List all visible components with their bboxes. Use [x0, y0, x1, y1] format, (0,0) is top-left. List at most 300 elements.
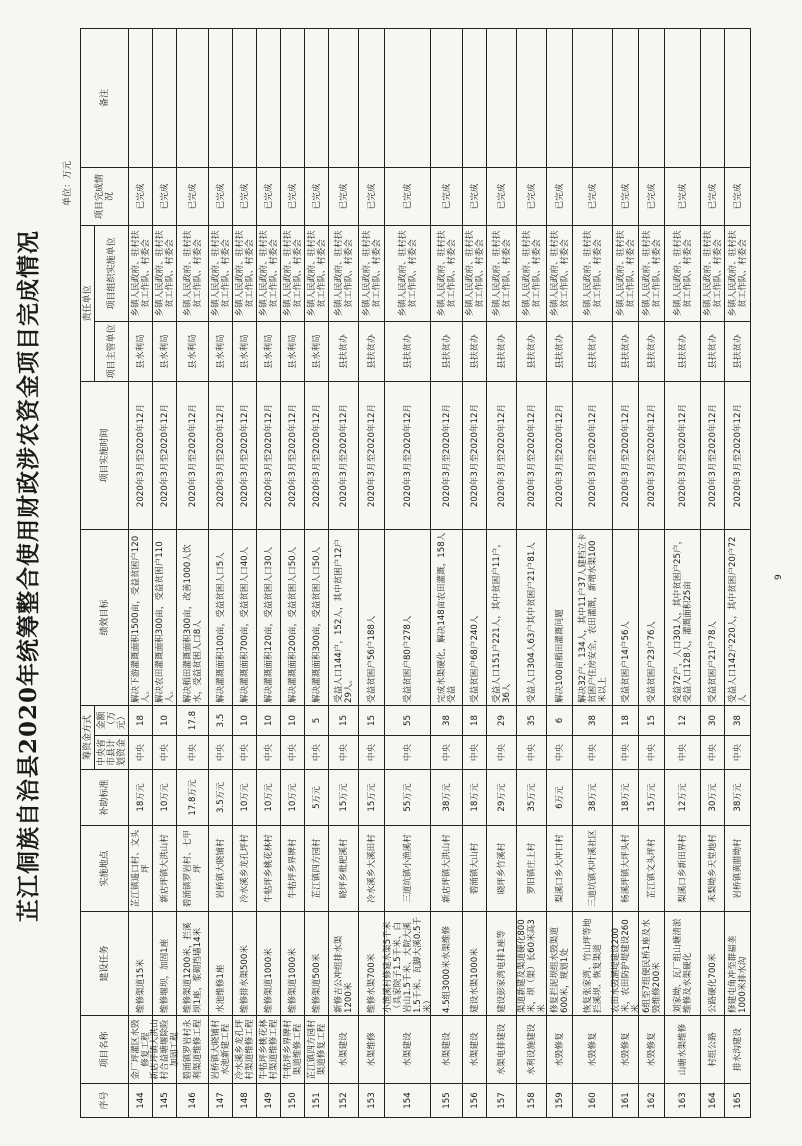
table-row — [150, 28, 180, 1118]
cell-amount: 55 — [385, 706, 431, 736]
cell-source: 中央 — [639, 736, 665, 770]
cell-goal: 受益人口144户，152人，其中贫困户12户29人。 — [329, 530, 359, 706]
cell-seq: 165 — [725, 1084, 751, 1118]
cell-org: 乡镇人民政府、驻村扶贫工作队、村委会 — [665, 226, 701, 322]
cell-org: 乡镇人民政府、驻村扶贫工作队、村委会 — [329, 226, 359, 322]
cell-period: 2020年3月至2020年12月 — [613, 382, 639, 530]
cell-location: 芷江镇四方园村 — [305, 826, 329, 912]
cell-amount: 6 — [547, 706, 573, 736]
cell-status: 已完成 — [129, 168, 153, 226]
cell-goal: 解决下游灌溉面积1500亩，受益贫困户120人。 — [129, 530, 153, 706]
cell-content: 水池维修1座 — [209, 912, 233, 1016]
table-row — [304, 28, 329, 1118]
cell-location: 冷水溪乡大溪田村 — [359, 826, 385, 912]
cell-location: 岩桥镇黄腊坳村 — [725, 826, 751, 912]
header-fund-source: 中央省市县计划资金 — [95, 736, 129, 770]
cell-standard: 38万元 — [431, 770, 463, 826]
cell-standard: 10万元 — [233, 770, 257, 826]
cell-dept: 县扶贫办 — [725, 322, 751, 382]
cell-dept: 县水利局 — [177, 322, 209, 382]
cell-status: 已完成 — [385, 168, 431, 226]
cell-name: 水渠建设 — [385, 1016, 431, 1084]
cell-name: 村组公路 — [701, 1016, 725, 1084]
table-header — [80, 28, 129, 1118]
cell-period: 2020年3月至2020年12月 — [129, 382, 153, 530]
cell-goal: 受益贫困户80户278人 — [385, 530, 431, 706]
cell-amount: 38 — [725, 706, 751, 736]
cell-dept: 县水利局 — [281, 322, 305, 382]
table-row — [724, 28, 751, 1118]
table-row — [486, 28, 517, 1118]
cell-source: 中央 — [329, 736, 359, 770]
cell-remark — [639, 28, 665, 168]
cell-source: 中央 — [385, 736, 431, 770]
cell-dept: 县水利局 — [305, 322, 329, 382]
cell-standard: 38万元 — [725, 770, 751, 826]
cell-amount: 10 — [233, 706, 257, 736]
header-resp-group — [81, 226, 129, 382]
cell-goal: 受益人口304人63户其中贫困户21户81人 — [517, 530, 547, 706]
project-table — [80, 28, 760, 1118]
cell-dept: 县扶贫办 — [701, 322, 725, 382]
cell-location: 冷水溪乡龙孔坪村 — [233, 826, 257, 912]
cell-seq: 148 — [233, 1084, 257, 1118]
cell-period: 2020年3月至2020年12月 — [209, 382, 233, 530]
cell-content: 小渔溪村修建水渠5千米（具家院子1.5千米、白岩山1.5千米、大院大溪1.5千米、瓦脚大溪0.5千米） — [385, 912, 431, 1016]
header-standard: 补助标准 — [81, 770, 129, 826]
cell-goal: 解决灌溉面积300亩，受益贫困人口50人 — [305, 530, 329, 706]
unit-label: 单位：万元 — [63, 160, 73, 206]
table-bottom-border — [750, 28, 751, 1118]
cell-dept: 县水利局 — [129, 322, 153, 382]
cell-source: 中央 — [281, 736, 305, 770]
cell-remark — [209, 28, 233, 168]
header-fund-group — [81, 706, 129, 770]
cell-period: 2020年3月至2020年12月 — [517, 382, 547, 530]
cell-name: 新店坪镇大洪山村合益塘堰除险加固工程 — [153, 1016, 177, 1084]
cell-period: 2020年3月至2020年12月 — [431, 382, 463, 530]
cell-dept: 县扶贫办 — [463, 322, 487, 382]
cell-content: 修建屯角冲至群福垄1000米排水沟 — [725, 912, 751, 1016]
cell-remark — [463, 28, 487, 168]
cell-source: 中央 — [547, 736, 573, 770]
cell-goal: 解决稻田灌溉面积300亩，改善1000人饮水，受益贫困人口8人 — [177, 530, 209, 706]
cell-period: 2020年3月至2020年12月 — [487, 382, 517, 530]
cell-dept: 县水利局 — [209, 322, 233, 382]
cell-remark — [153, 28, 177, 168]
cell-org: 乡镇人民政府、驻村扶贫工作队、村委会 — [701, 226, 725, 322]
cell-status: 已完成 — [639, 168, 665, 226]
table-row — [638, 28, 665, 1118]
cell-source: 中央 — [153, 736, 177, 770]
cell-dept: 县扶贫办 — [573, 322, 613, 382]
cell-remark — [517, 28, 547, 168]
cell-name: 排水沟建设 — [725, 1016, 751, 1084]
cell-content: 刘家坳、瓦厂组山塘清淤维修及水渠硬化 — [665, 912, 701, 1016]
header-seq: 序号 — [81, 1084, 129, 1118]
cell-status: 已完成 — [431, 168, 463, 226]
cell-name: 山塘水渠维修 — [665, 1016, 701, 1084]
cell-name: 水渠建设 — [431, 1016, 463, 1084]
table-row — [256, 28, 281, 1118]
cell-standard: 10万元 — [281, 770, 305, 826]
cell-amount: 18 — [613, 706, 639, 736]
header-fund-group-title: 筹资金方式 — [81, 706, 95, 770]
cell-org: 乡镇人民政府、驻村扶贫工作队、村委会 — [281, 226, 305, 322]
cell-standard: 5万元 — [305, 770, 329, 826]
cell-name: 牛牯坪乡界牌村渠道维修工程 — [281, 1016, 305, 1084]
cell-standard: 55万元 — [385, 770, 431, 826]
cell-goal: 受益贫困户23户76人 — [639, 530, 665, 706]
cell-remark — [725, 28, 751, 168]
cell-remark — [701, 28, 725, 168]
cell-period: 2020年3月至2020年12月 — [547, 382, 573, 530]
table-row — [176, 28, 209, 1118]
cell-status: 已完成 — [359, 168, 385, 226]
cell-status: 已完成 — [613, 168, 639, 226]
cell-remark — [487, 28, 517, 168]
cell-org: 乡镇人民政府、驻村扶贫工作队、村委会 — [573, 226, 613, 322]
cell-content: 农田水毁涵堤建设200米，农田防护堤建设260米 — [613, 912, 639, 1016]
cell-dept: 县扶贫办 — [359, 322, 385, 382]
cell-name: 水渠电排建设 — [487, 1016, 517, 1084]
cell-amount: 18 — [129, 706, 153, 736]
cell-seq: 158 — [517, 1084, 547, 1118]
cell-period: 2020年3月至2020年12月 — [701, 382, 725, 530]
cell-source: 中央 — [725, 736, 751, 770]
cell-goal: 受益72户，人口301人，其中贫困户25户，受益人口128人，灌溉面积25亩 — [665, 530, 701, 706]
cell-goal: 完成水渠硬化，解决148亩农田灌溉，158人受益 — [431, 530, 463, 706]
cell-standard: 35万元 — [517, 770, 547, 826]
cell-name: 水渠维修 — [359, 1016, 385, 1084]
cell-standard: 18万元 — [613, 770, 639, 826]
cell-standard: 10万元 — [153, 770, 177, 826]
cell-dept: 县扶贫办 — [639, 322, 665, 382]
cell-source: 中央 — [177, 736, 209, 770]
cell-seq: 164 — [701, 1084, 725, 1118]
cell-goal: 解决灌溉面积120亩，受益贫困人口30人 — [257, 530, 281, 706]
cell-amount: 29 — [487, 706, 517, 736]
cell-dept: 县扶贫办 — [517, 322, 547, 382]
cell-remark — [665, 28, 701, 168]
cell-remark — [305, 28, 329, 168]
cell-standard: 15万元 — [639, 770, 665, 826]
cell-amount: 5 — [305, 706, 329, 736]
cell-remark — [431, 28, 463, 168]
cell-location: 三道坑镇小渔溪村 — [385, 826, 431, 912]
cell-org: 乡镇人民政府、驻村扶贫工作队、村委会 — [305, 226, 329, 322]
cell-amount: 30 — [701, 706, 725, 736]
cell-source: 中央 — [573, 736, 613, 770]
cell-period: 2020年3月至2020年12月 — [177, 382, 209, 530]
cell-dept: 县扶贫办 — [431, 322, 463, 382]
cell-period: 2020年3月至2020年12月 — [329, 382, 359, 530]
cell-org: 乡镇人民政府、驻村扶贫工作队、村委会 — [385, 226, 431, 322]
cell-status: 已完成 — [725, 168, 751, 226]
table-row — [430, 28, 463, 1118]
cell-status: 已完成 — [257, 168, 281, 226]
page-title: 芷江侗族自治县2020年统筹整合使用财政涉农资金项目完成情况 — [15, 230, 42, 923]
cell-org: 乡镇人民政府、驻村扶贫工作队、村委会 — [129, 226, 153, 322]
cell-content: 维修渠道1000米 — [281, 912, 305, 1016]
cell-name: 水毁修复 — [613, 1016, 639, 1084]
cell-seq: 153 — [359, 1084, 385, 1118]
cell-remark — [129, 28, 153, 168]
cell-org: 乡镇人民政府、驻村扶贫工作队、村委会 — [517, 226, 547, 322]
cell-content: 恢复张家湾、竹山坪等地拦溪坝、恢复渠道 — [573, 912, 613, 1016]
cell-name: 碧涌镇罗岩村永利渠道维修工程 — [177, 1016, 209, 1084]
cell-source: 中央 — [463, 736, 487, 770]
cell-standard: 15万元 — [359, 770, 385, 826]
cell-content: 维修渠道500米 — [305, 912, 329, 1016]
cell-location: 新店坪镇大洪山村 — [431, 826, 463, 912]
cell-seq: 149 — [257, 1084, 281, 1118]
table-row — [516, 28, 547, 1118]
cell-standard: 29万元 — [487, 770, 517, 826]
cell-amount: 15 — [359, 706, 385, 736]
cell-status: 已完成 — [665, 168, 701, 226]
cell-content: 维修水渠700米 — [359, 912, 385, 1016]
cell-amount: 15 — [639, 706, 665, 736]
cell-location: 禾梨坳乡天堂地村 — [701, 826, 725, 912]
cell-location: 碧涌镇大山村 — [463, 826, 487, 912]
cell-dept: 县扶贫办 — [547, 322, 573, 382]
cell-amount: 10 — [281, 706, 305, 736]
cell-content: 维修堰坝，加固1座 — [153, 912, 177, 1016]
table-row — [572, 28, 613, 1118]
cell-dept: 县扶贫办 — [329, 322, 359, 382]
cell-goal: 受益人口142户220人，其中贫困户20户72人 — [725, 530, 751, 706]
cell-status: 已完成 — [209, 168, 233, 226]
cell-status: 已完成 — [177, 168, 209, 226]
cell-goal: 解决100亩稻田灌溉问题 — [547, 530, 573, 706]
cell-location: 罗旧镇庄上村 — [517, 826, 547, 912]
cell-org: 乡镇人民政府、驻村扶贫工作队、村委会 — [725, 226, 751, 322]
header-remark: 备注 — [81, 28, 129, 168]
cell-location: 芷江镇文头坪村 — [639, 826, 665, 912]
cell-org: 乡镇人民政府、驻村扶贫工作队、村委会 — [257, 226, 281, 322]
table-row — [128, 28, 153, 1118]
cell-source: 中央 — [129, 736, 153, 770]
cell-source: 中央 — [701, 736, 725, 770]
cell-status: 已完成 — [305, 168, 329, 226]
header-fund-amount: 金额（万元） — [95, 706, 129, 736]
cell-org: 乡镇人民政府、驻村扶贫工作队、村委会 — [177, 226, 209, 322]
header-resp-title: 责任单位 — [81, 226, 95, 382]
cell-remark — [257, 28, 281, 168]
cell-period: 2020年3月至2020年12月 — [257, 382, 281, 530]
cell-status: 已完成 — [517, 168, 547, 226]
cell-dept: 县水利局 — [233, 322, 257, 382]
header-dept: 项目主管单位 — [95, 322, 129, 382]
cell-source: 中央 — [233, 736, 257, 770]
cell-remark — [233, 28, 257, 168]
cell-status: 已完成 — [153, 168, 177, 226]
cell-name: 芷江镇四方园村渠道修复工程 — [305, 1016, 329, 1084]
cell-seq: 150 — [281, 1084, 305, 1118]
cell-seq: 147 — [209, 1084, 233, 1118]
cell-standard: 17.8万元 — [177, 770, 209, 826]
cell-location: 晓坪乡枇杷溪村 — [329, 826, 359, 912]
cell-name: 岩桥镇大晓铺村水池新建工程 — [209, 1016, 233, 1084]
cell-seq: 157 — [487, 1084, 517, 1118]
cell-content: 渠道新建及渠道硬化800米，坝（渠）长60米高3米 — [517, 912, 547, 1016]
cell-name: 金厂坪灌区水毁修复工程 — [129, 1016, 153, 1084]
cell-amount: 15 — [329, 706, 359, 736]
cell-status: 已完成 — [701, 168, 725, 226]
cell-name: 水利设施建设 — [517, 1016, 547, 1084]
cell-amount: 10 — [153, 706, 177, 736]
cell-seq: 154 — [385, 1084, 431, 1118]
cell-source: 中央 — [665, 736, 701, 770]
cell-goal: 解决灌溉面积100亩，受益贫困人口5人 — [209, 530, 233, 706]
cell-name: 冷水溪乡龙孔坪村渠道维修工程 — [233, 1016, 257, 1084]
cell-amount: 18 — [463, 706, 487, 736]
cell-source: 中央 — [209, 736, 233, 770]
cell-goal: 受益贫困户68户240人 — [463, 530, 487, 706]
cell-amount: 35 — [517, 706, 547, 736]
cell-period: 2020年3月至2020年12月 — [305, 382, 329, 530]
table-row — [664, 28, 701, 1118]
cell-status: 已完成 — [233, 168, 257, 226]
cell-goal: 受益人口151户221人，其中贫困户11户，36人 — [487, 530, 517, 706]
cell-location: 三道坑镇木叶溪社区 — [573, 826, 613, 912]
cell-remark — [385, 28, 431, 168]
cell-source: 中央 — [305, 736, 329, 770]
cell-location: 牛牯坪乡桃花林村 — [257, 826, 281, 912]
cell-period: 2020年3月至2020年12月 — [725, 382, 751, 530]
table-row — [700, 28, 725, 1118]
cell-status: 已完成 — [487, 168, 517, 226]
cell-location: 杨溪坪镇大坪头村 — [613, 826, 639, 912]
header-name: 项目名称 — [81, 1016, 129, 1084]
cell-location: 岩桥镇大晓铺村 — [209, 826, 233, 912]
cell-standard: 38万元 — [573, 770, 613, 826]
cell-content: 4.5组3000米水渠维修 — [431, 912, 463, 1016]
cell-content: 新修吉公冲组排水渠1200米 — [329, 912, 359, 1016]
cell-seq: 161 — [613, 1084, 639, 1118]
cell-dept: 县水利局 — [257, 322, 281, 382]
cell-content: 维修渠道1000米 — [257, 912, 281, 1016]
cell-remark — [613, 28, 639, 168]
cell-source: 中央 — [359, 736, 385, 770]
cell-seq: 146 — [177, 1084, 209, 1118]
cell-goal: 解决32户、134人，其中11户37人建档立卡贫困户住房安全，农田灌溉，新增水渠100米以上 — [573, 530, 613, 706]
cell-standard: 6万元 — [547, 770, 573, 826]
cell-amount: 3.5 — [209, 706, 233, 736]
cell-standard: 18万元 — [129, 770, 153, 826]
cell-name: 水毁修复 — [573, 1016, 613, 1084]
table-row — [612, 28, 639, 1118]
cell-standard: 30万元 — [701, 770, 725, 826]
cell-seq: 152 — [329, 1084, 359, 1118]
cell-standard: 15万元 — [329, 770, 359, 826]
cell-content: 公路硬化700米 — [701, 912, 725, 1016]
cell-remark — [177, 28, 209, 168]
cell-amount: 38 — [573, 706, 613, 736]
cell-dept: 县扶贫办 — [665, 322, 701, 382]
cell-period: 2020年3月至2020年12月 — [639, 382, 665, 530]
cell-name: 水毁修复 — [547, 1016, 573, 1084]
table-row — [546, 28, 573, 1118]
cell-name: 水渠建设 — [463, 1016, 487, 1084]
cell-amount: 12 — [665, 706, 701, 736]
cell-period: 2020年3月至2020年12月 — [665, 382, 701, 530]
cell-org: 乡镇人民政府、驻村扶贫工作队、村委会 — [431, 226, 463, 322]
cell-name: 牛牯坪乡桃花林村渠道维修工程 — [257, 1016, 281, 1084]
cell-seq: 162 — [639, 1084, 665, 1118]
header-location: 实施地点 — [81, 826, 129, 912]
cell-source: 中央 — [257, 736, 281, 770]
cell-source: 中央 — [517, 736, 547, 770]
cell-remark — [573, 28, 613, 168]
cell-seq: 159 — [547, 1084, 573, 1118]
cell-location: 新店坪镇大洪山村 — [153, 826, 177, 912]
cell-standard: 10万元 — [257, 770, 281, 826]
cell-location: 芷江镇遥口村、文头坪 — [129, 826, 153, 912]
header-org: 项目组织实施单位 — [95, 226, 129, 322]
table-row — [462, 28, 487, 1118]
cell-standard: 3.5万元 — [209, 770, 233, 826]
cell-seq: 144 — [129, 1084, 153, 1118]
cell-seq: 155 — [431, 1084, 463, 1118]
cell-period: 2020年3月至2020年12月 — [359, 382, 385, 530]
header-goal: 绩效目标 — [81, 530, 129, 706]
cell-location: 梨溪口乡新田界村 — [665, 826, 701, 912]
table-row — [384, 28, 431, 1118]
cell-org: 乡镇人民政府、驻村扶贫工作队、村委会 — [233, 226, 257, 322]
cell-content: 维修排水渠500米 — [233, 912, 257, 1016]
cell-goal: 解决灌溉面积700亩，受益贫困人口40人 — [233, 530, 257, 706]
cell-remark — [329, 28, 359, 168]
cell-goal: 受益贫困户21户78人 — [701, 530, 725, 706]
cell-remark — [359, 28, 385, 168]
cell-seq: 156 — [463, 1084, 487, 1118]
table-row — [328, 28, 359, 1118]
cell-period: 2020年3月至2020年12月 — [153, 382, 177, 530]
cell-org: 乡镇人民政府、驻村扶贫工作队、村委会 — [463, 226, 487, 322]
cell-period: 2020年3月至2020年12月 — [385, 382, 431, 530]
cell-goal: 受益贫困户56户188人 — [359, 530, 385, 706]
cell-remark — [281, 28, 305, 168]
cell-org: 乡镇人民政府、驻村扶贫工作队、村委会 — [209, 226, 233, 322]
cell-org: 乡镇人民政府、驻村扶贫工作队、村委会 — [547, 226, 573, 322]
cell-dept: 县水利局 — [153, 322, 177, 382]
cell-period: 2020年3月至2020年12月 — [281, 382, 305, 530]
page-number: 9 — [774, 574, 784, 580]
cell-location: 晓坪乡竹溪村 — [487, 826, 517, 912]
cell-period: 2020年3月至2020年12月 — [463, 382, 487, 530]
cell-dept: 县扶贫办 — [385, 322, 431, 382]
header-content: 建设任务 — [81, 912, 129, 1016]
cell-standard: 12万元 — [665, 770, 701, 826]
cell-location: 碧涌镇罗岩村、七甲坪 — [177, 826, 209, 912]
header-status: 项目完成情况 — [81, 168, 129, 226]
cell-source: 中央 — [431, 736, 463, 770]
cell-content: 维修渠道1200米，拦溪坝1座，浆砌挡墙14米 — [177, 912, 209, 1016]
cell-content: 6组至7组便民桥1座及水毁维修200米 — [639, 912, 665, 1016]
cell-remark — [547, 28, 573, 168]
table-row — [280, 28, 305, 1118]
cell-org: 乡镇人民政府、驻村扶贫工作队、村委会 — [359, 226, 385, 322]
cell-org: 乡镇人民政府、驻村扶贫工作队、村委会 — [613, 226, 639, 322]
cell-org: 乡镇人民政府、驻村扶贫工作队、村委会 — [639, 226, 665, 322]
cell-amount: 17.8 — [177, 706, 209, 736]
cell-amount: 10 — [257, 706, 281, 736]
cell-seq: 145 — [153, 1084, 177, 1118]
cell-goal: 解决农田灌溉面积300亩，受益贫困户110人。 — [153, 530, 177, 706]
cell-goal: 受益贫困户14户56人 — [613, 530, 639, 706]
